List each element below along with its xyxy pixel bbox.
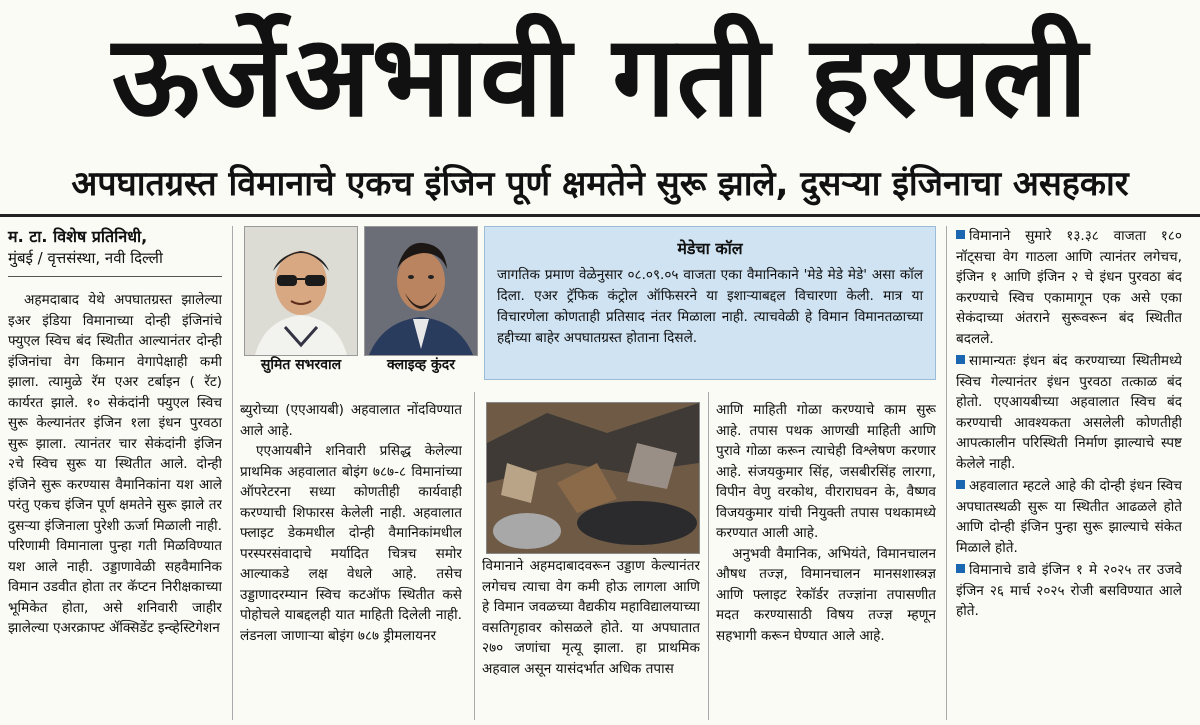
photo-caption: सुमित सभरवाल	[260, 357, 342, 373]
column-divider	[474, 392, 475, 720]
article-paragraph: अहमदाबाद येथे अपघातग्रस्त झालेल्या इअर इंडिया विमानाच्या दोन्ही इंजिनांचे फ्युएल स्विच बंद स्थितीत आल्यानंतर दोन्ही इंजिनांचा वेग किमान वेगापेक्षाही कमी झाला. त्यामुळे रॅम एअर टर्बाइन ( रॅट) कार्यरत झाले. १० सेकंदांनी फ्युएल स्विच सुरू केल्यानंतर इंजिन १ला इंधन पुरवठा सुरू झाला. त्यानंतर चार सेकंदांनी इंजिन २चे स्विच सुरू या स्थितीत आले. दोन्ही इंजिने सुरू करण्यास वैमानिकांना यश आले परंतु एकच इंजिन पूर्ण क्षमतेने सुरू झाले तर दुसऱ्या इंजिनाला पुरेशी ऊर्जा मिळाली नाही. परिणामी विमानाला पुन्हा गती मिळविण्यात यश आले नाही. उड्डाणावेळी सहवैमानिक विमान उडवीत होता तर कॅप्टन निरीक्षकाच्या भूमिकेत होता, असे शनिवारी जाहीर झालेल्या एअरक्राफ्ट ॲक्सिडेंट इन्व्हेस्टिगेशन	[8, 292, 222, 636]
byline-author: म. टा. विशेष प्रतिनिधी,	[8, 227, 148, 246]
photo-clive-kunder	[364, 226, 478, 356]
byline-location: मुंबई / वृत्तसंस्था, नवी दिल्ली	[8, 249, 163, 267]
article-paragraph: अनुभवी वैमानिक, अभियंते, विमानचालन औषध तज्ज्ञ, विमानचालन मानसशास्त्रज्ञ आणि फ्लाइट रेकॉर्डर तज्ज्ञांना तपासणीत मदत करण्यासाठी विषय तज्ज्ञ म्हणून सहभागी करून घेण्यात आले आहे.	[716, 545, 936, 644]
photo-sumit-sabharwal	[244, 226, 358, 356]
headline: ऊर्जेअभावी गती हरपली	[111, 12, 1089, 142]
column-divider	[946, 226, 947, 720]
bullet-icon	[956, 564, 965, 573]
article-paragraph: विमानाने अहमदाबादवरून उड्डाण केल्यानंतर लगेचच त्याचा वेग कमी होऊ लागला आणि हे विमान जवळच्या वैद्यकीय महाविद्यालयाच्या वसतिगृहावर कोसळले होते. या अपघातात २७० जणांचा मृत्यू झाला. हा प्राथमिक अहवाल असून यासंदर्भात अधिक तपास	[482, 558, 700, 677]
byline-divider	[8, 276, 222, 277]
column-divider	[708, 392, 709, 720]
article-paragraph: ब्युरोच्या (एएआयबी) अहवालात नोंदविण्यात आले आहे.	[240, 402, 462, 439]
byline	[8, 226, 222, 269]
photo-caption: क्लाइव्ह कुंदर	[387, 357, 455, 373]
bullet-paragraph: विमानाने सुमारे १३.३८ वाजता १८० नॉट्सचा वेग गाठला आणि त्यानंतर लगेचच, इंजिन १ आणि इंजिन २ चे इंधन पुरवठा बंद करण्याचे स्विच एकामागून एक असे एका सेकंदाच्या अंतराने सुरूवरून बंद स्थितीत बदलले.	[956, 228, 1182, 347]
bullet-paragraph: अहवालात म्हटले आहे की दोन्ही इंधन स्विच अपघातस्थळी सुरू या स्थितीत आढळले होते आणि दोन्ही इंजिन पुन्हा सुरू झाल्याचे संकेत मिळाले होते.	[956, 478, 1182, 556]
mayday-call-box	[484, 226, 936, 380]
column-divider	[232, 226, 233, 720]
article-paragraph: आणि माहिती गोळा करण्याचे काम सुरू आहे. तपास पथक आणखी माहिती आणि पुरावे गोळा करून त्याचेही विश्लेषण करणार आहे. संजयकुमार सिंह, जसबीरसिंह लारगा, विपीन वेणु वरकोथ, वीराराघवन के, वैष्णव विजयकुमार यांची नियुक्ती तपास पथकामध्ये करण्यात आली आहे.	[716, 402, 936, 541]
bullet-icon	[956, 355, 965, 364]
crash-site-photo	[486, 402, 700, 554]
article-column-4	[716, 400, 936, 720]
article-column-5	[956, 226, 1182, 720]
header-rule	[0, 214, 1200, 217]
box-body: जागतिक प्रमाण वेळेनुसार ०८.०९.०५ वाजता एका वैमानिकाने 'मेडे मेडे मेडे' असा कॉल दिला. एअर ट्रॅफिक कंट्रोल ऑफिसरने या इशाऱ्याबद्दल विचारणा केली. मात्र या विचारणेला कोणताही प्रतिसाद नंतर मिळाला नाही. त्याचवेळी हे विमान विमानतळाच्या हद्दीच्या बाहेर अपघातग्रस्त होताना दिसले.	[497, 267, 923, 346]
article-paragraph: एएआयबीने शनिवारी प्रसिद्ध केलेल्या प्राथमिक अहवालात बोइंग ७८७-८ विमानांच्या ऑपरेटरना सध्या कोणतीही कार्यवाही करण्याची शिफारस केलेली नाही. अहवालात फ्लाइट डेकमधील दोन्ही वैमानिकांमधील परस्परसंवादाचे मर्यादित चित्रच समोर आल्याकडे लक्ष वेधले आहे. तसेच उड्डाणादरम्यान स्विच कटऑफ स्थितीत कसे पोहोचले याबद्दलही यात माहिती दिलेली नाही. लंडनला जाणाऱ्या बोइंग ७८७ ड्रीमलायनर	[240, 443, 462, 644]
bullet-paragraph: सामान्यतः इंधन बंद करण्याच्या स्थितीमध्ये स्विच गेल्यानंतर इंधन पुरवठा तत्काळ बंद होतो. एएआयबीच्या अहवालात स्विच बंद करण्याची आवश्यकता असलेली कोणतीही आपत्कालीन परिस्थिती निर्माण झाल्याचे स्पष्ट केलेले नाही.	[956, 353, 1182, 472]
bullet-icon	[956, 230, 965, 239]
box-title: मेडेचा कॉल	[677, 239, 743, 258]
bullet-icon	[956, 480, 965, 489]
article-column-2	[240, 400, 462, 720]
article-column-1	[8, 290, 222, 720]
subheadline: अपघातग्रस्त विमानाचे एकच इंजिन पूर्ण क्षमतेने सुरू झाले, दुसऱ्या इंजिनाचा असहकार	[71, 164, 1129, 204]
bullet-paragraph: विमानाचे डावे इंजिन १ मे २०२५ तर उजवे इंजिन २६ मार्च २०२५ रोजी बसविण्यात आले होते.	[956, 562, 1182, 619]
article-column-3	[482, 556, 700, 722]
